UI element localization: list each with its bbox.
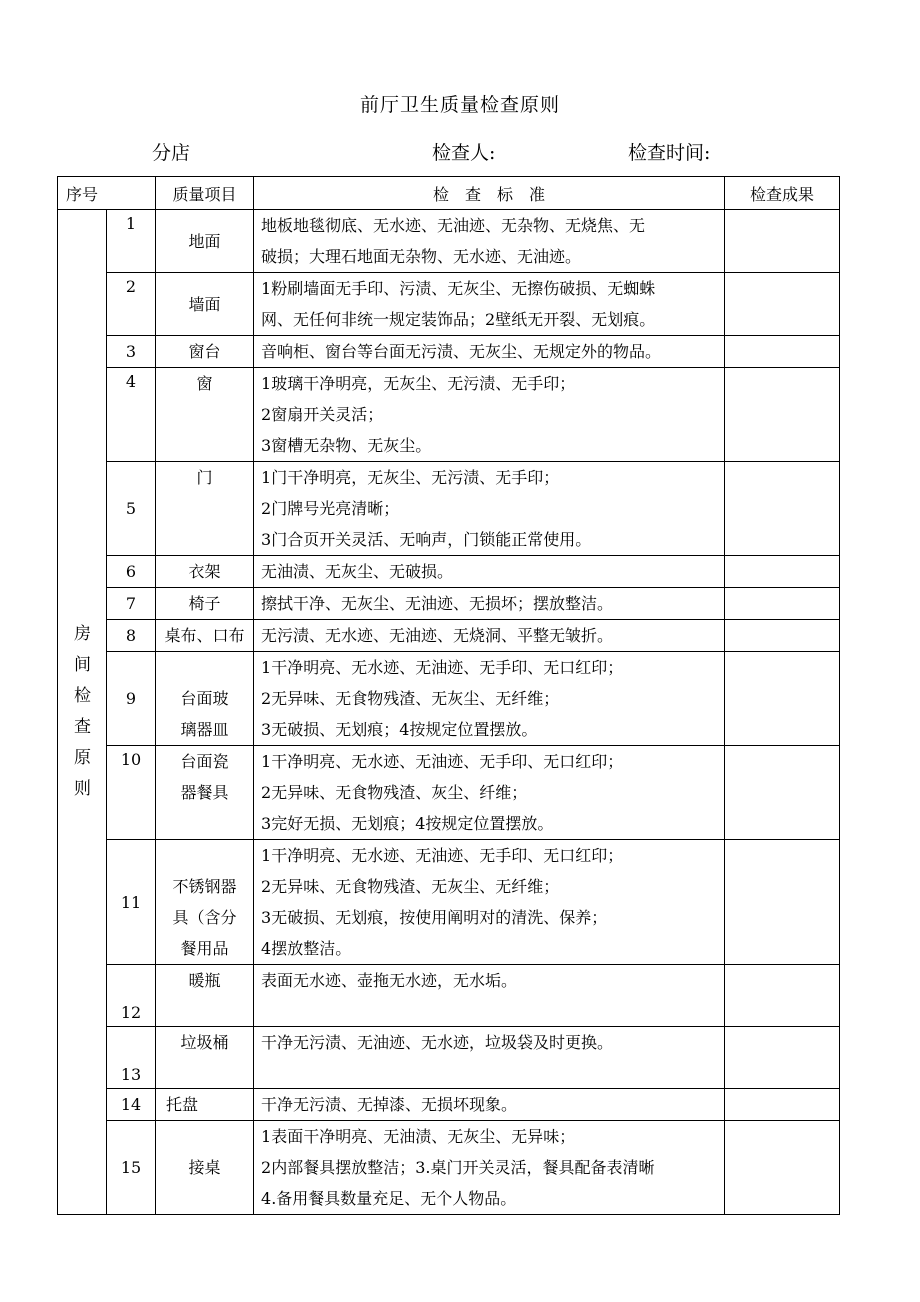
standard-line: 1干净明亮、无水迹、无油迹、无手印、无口红印；	[261, 846, 624, 865]
quality-item	[156, 1121, 254, 1215]
standard-line: 无油渍、无灰尘、无破损。	[261, 562, 454, 581]
standard-line: 4.备用餐具数量充足、无个人物品。	[261, 1189, 517, 1208]
standard-line: 3无破损、无划痕；4按规定位置摆放。	[261, 720, 538, 739]
result-cell[interactable]	[725, 556, 840, 588]
row-number: 7	[107, 588, 156, 620]
result-cell[interactable]	[725, 588, 840, 620]
table-row	[58, 1121, 840, 1215]
standard-line: 2无异味、无食物残渣、无灰尘、无纤维；	[261, 689, 560, 708]
table-row	[58, 556, 840, 588]
table-row	[58, 965, 840, 1027]
header-row	[58, 177, 840, 210]
table-row	[58, 368, 840, 462]
standard-line: 1表面干净明亮、无油渍、无灰尘、无异味；	[261, 1127, 576, 1146]
result-cell[interactable]	[725, 620, 840, 652]
quality-item	[156, 588, 254, 620]
quality-item-text: 台面玻璃器皿	[180, 689, 229, 739]
result-cell[interactable]	[725, 368, 840, 462]
standard-cell	[254, 620, 725, 652]
quality-item	[156, 965, 254, 1027]
standard-cell	[254, 652, 725, 746]
result-cell[interactable]	[725, 336, 840, 368]
row-number: 4	[107, 368, 156, 462]
quality-item-text: 接桌	[188, 1158, 221, 1177]
table-row	[58, 588, 840, 620]
result-cell[interactable]	[725, 273, 840, 336]
quality-item-text: 窗台	[188, 342, 221, 361]
standard-cell	[254, 1027, 725, 1089]
standard-line: 1干净明亮、无水迹、无油迹、无手印、无口红印；	[261, 658, 624, 677]
standard-cell	[254, 556, 725, 588]
standard-cell	[254, 588, 725, 620]
standard-cell	[254, 336, 725, 368]
standard-line: 2内部餐具摆放整洁；3.桌门开关灵活，餐具配备表清晰	[261, 1158, 655, 1177]
standard-cell	[254, 210, 725, 273]
quality-item-text: 垃圾桶	[180, 1033, 229, 1052]
standard-line: 2门牌号光亮清晰；	[261, 499, 400, 518]
result-cell[interactable]	[725, 965, 840, 1027]
row-number: 15	[107, 1121, 156, 1215]
standard-cell	[254, 746, 725, 840]
standard-line: 2无异味、无食物残渣、无灰尘、无纤维；	[261, 877, 560, 896]
row-number: 11	[107, 840, 156, 965]
standard-cell	[254, 462, 725, 556]
standard-cell	[254, 273, 725, 336]
table-row	[58, 210, 840, 273]
row-number: 6	[107, 556, 156, 588]
standard-line: 音响柜、窗台等台面无污渍、无灰尘、无规定外的物品。	[261, 342, 662, 361]
category-cell	[58, 210, 107, 1215]
row-number: 8	[107, 620, 156, 652]
row-number: 5	[107, 462, 156, 556]
inspection-time-label: 检查时间:	[628, 142, 711, 164]
standard-cell	[254, 965, 725, 1027]
quality-item	[156, 746, 254, 840]
quality-item-text: 托盘	[166, 1095, 199, 1114]
quality-item-text: 地面	[188, 231, 221, 251]
standard-line: 1玻璃干净明亮，无灰尘、无污渍、无手印；	[261, 374, 576, 393]
standard-line: 3无破损、无划痕，按使用阐明对的清洗、保养；	[261, 908, 608, 927]
result-cell[interactable]	[725, 1121, 840, 1215]
standard-line: 干净无污渍、无掉漆、无损坏现象。	[261, 1095, 518, 1114]
table-row	[58, 336, 840, 368]
standard-line: 地板地毯彻底、无水迹、无油迹、无杂物、无烧焦、无	[261, 216, 646, 235]
quality-item	[156, 462, 254, 556]
standard-line: 网、无任何非统一规定装饰品；2壁纸无开裂、无划痕。	[261, 310, 656, 329]
result-cell[interactable]	[725, 746, 840, 840]
result-cell[interactable]	[725, 210, 840, 273]
table-row	[58, 1027, 840, 1089]
table-row	[58, 273, 840, 336]
standard-cell	[254, 1089, 725, 1121]
quality-item-text: 桌布、口布	[164, 626, 245, 645]
result-cell[interactable]	[725, 1089, 840, 1121]
standard-line: 干净无污渍、无油迹、无水迹，垃圾袋及时更换。	[261, 1033, 614, 1052]
quality-item	[156, 1089, 254, 1121]
header-standard: 检 查 标 准	[254, 177, 725, 210]
quality-item-text: 门	[196, 468, 213, 487]
result-cell[interactable]	[725, 840, 840, 965]
quality-item	[156, 840, 254, 965]
standard-cell	[254, 368, 725, 462]
standard-line: 擦拭干净、无灰尘、无油迹、无损坏；摆放整洁。	[261, 594, 614, 613]
header-index: 序号	[58, 177, 156, 210]
row-number: 12	[107, 965, 156, 1027]
quality-item	[156, 336, 254, 368]
table-row	[58, 620, 840, 652]
table-row	[58, 652, 840, 746]
standard-cell	[254, 1121, 725, 1215]
table-row	[58, 462, 840, 556]
quality-item	[156, 556, 254, 588]
standard-line: 2窗扇开关灵活；	[261, 405, 384, 424]
quality-item	[156, 368, 254, 462]
row-number: 9	[107, 652, 156, 746]
standard-line: 2无异味、无食物残渣、灰尘、纤维；	[261, 783, 528, 802]
quality-item-text: 暖瓶	[188, 971, 221, 990]
category-label: 房间检查原则	[74, 624, 91, 799]
row-number: 3	[107, 336, 156, 368]
standard-line: 表面无水迹、壶拖无水迹，无水垢。	[261, 971, 518, 990]
header-item: 质量项目	[156, 177, 254, 210]
table-row	[58, 746, 840, 840]
quality-item	[156, 652, 254, 746]
row-number: 2	[107, 273, 156, 336]
page-title: 前厅卫生质量检查原则	[359, 94, 560, 116]
result-cell[interactable]	[725, 462, 840, 556]
row-number: 10	[107, 746, 156, 840]
standard-line: 3完好无损、无划痕；4按规定位置摆放。	[261, 814, 554, 833]
quality-item	[156, 273, 254, 336]
branch-label: 分店	[152, 142, 191, 164]
standard-line: 3门合页开关灵活、无响声，门锁能正常使用。	[261, 530, 592, 549]
standard-cell	[254, 840, 725, 965]
quality-item	[156, 1027, 254, 1089]
header-result: 检查成果	[725, 177, 840, 210]
result-cell[interactable]	[725, 652, 840, 746]
table-row	[58, 840, 840, 965]
standard-line: 1粉刷墙面无手印、污渍、无灰尘、无擦伤破损、无蜘蛛	[261, 279, 656, 298]
standard-line: 4摆放整洁。	[261, 939, 352, 958]
quality-item	[156, 210, 254, 273]
quality-item-text: 不锈钢器具（含分餐用品	[172, 877, 237, 958]
quality-item-text: 衣架	[188, 562, 221, 581]
standard-line: 无污渍、无水迹、无油迹、无烧洞、平整无皱折。	[261, 626, 614, 645]
row-number: 1	[107, 210, 156, 273]
standard-line: 1干净明亮、无水迹、无油迹、无手印、无口红印；	[261, 752, 624, 771]
table-row	[58, 1089, 840, 1121]
inspection-table	[57, 176, 840, 1215]
quality-item	[156, 620, 254, 652]
result-cell[interactable]	[725, 1027, 840, 1089]
standard-line: 1门干净明亮，无灰尘、无污渍、无手印；	[261, 468, 560, 487]
quality-item-text: 椅子	[188, 594, 221, 613]
row-number: 13	[107, 1027, 156, 1089]
quality-item-text: 墙面	[188, 294, 221, 314]
standard-line: 3窗槽无杂物、无灰尘。	[261, 436, 432, 455]
standard-line: 破损；大理石地面无杂物、无水迹、无油迹。	[261, 247, 582, 266]
quality-item-text: 台面瓷器餐具	[180, 752, 229, 802]
inspector-label: 检查人:	[432, 142, 496, 164]
inspection-table-body	[58, 177, 840, 1215]
row-number: 14	[107, 1089, 156, 1121]
quality-item-text: 窗	[196, 374, 213, 393]
